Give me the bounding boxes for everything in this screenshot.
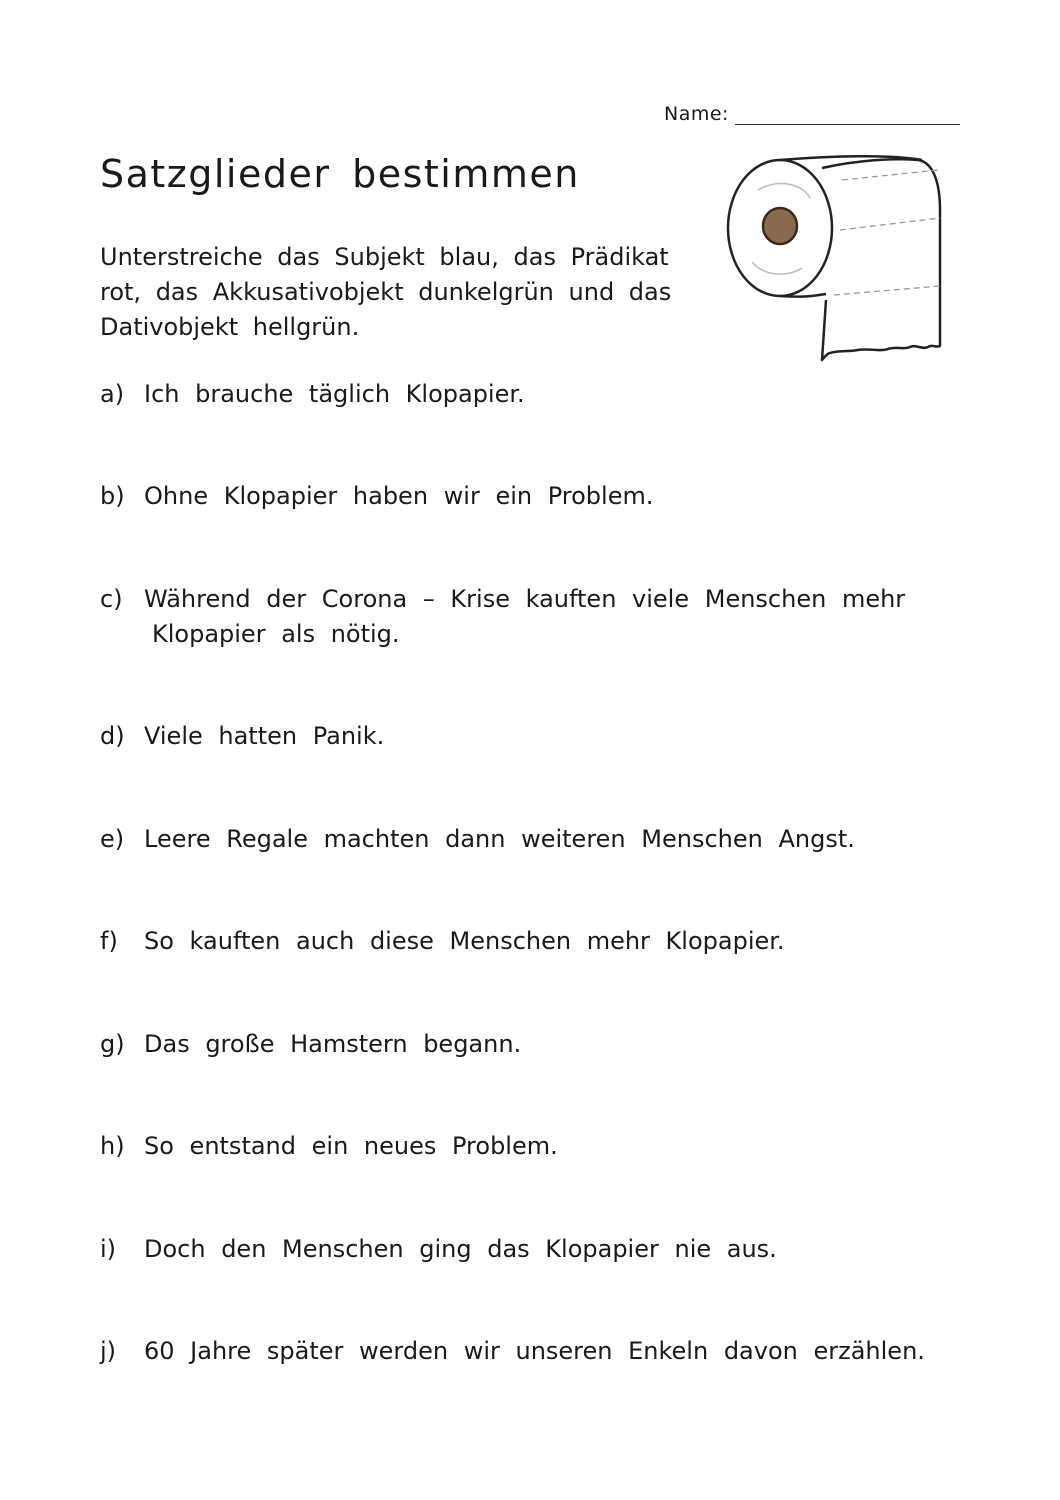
task-letter: h): [100, 1132, 125, 1160]
task-sentence: Das große Hamstern begann.: [144, 1030, 522, 1058]
task-letter: a): [100, 380, 125, 408]
task-item-i: [100, 1232, 980, 1267]
task-letter: g): [100, 1030, 125, 1058]
task-item-h: [100, 1129, 980, 1164]
task-sentence: Doch den Menschen ging das Klopapier nie aus.: [144, 1235, 777, 1263]
task-letter: c): [100, 585, 123, 613]
task-sentence-continuation: Klopapier als nötig.: [152, 620, 400, 648]
page-title: Satzglieder bestimmen: [100, 152, 580, 196]
toilet-paper-roll-icon: [718, 150, 958, 370]
task-item-a: [100, 377, 980, 412]
instruction-text: Unterstreiche das Subjekt blau, das Prädikat rot, das Akkusativobjekt dunkelgrün und das Dativobjekt hellgrün.: [100, 243, 672, 341]
task-sentence: So entstand ein neues Problem.: [144, 1132, 558, 1160]
task-item-g: [100, 1027, 980, 1062]
name-input-line[interactable]: [735, 104, 960, 125]
task-item-b: [100, 479, 980, 514]
task-letter: i): [100, 1235, 117, 1263]
task-sentence: Ich brauche täglich Klopapier.: [144, 380, 525, 408]
name-field-row: [664, 101, 960, 125]
task-item-e: [100, 822, 980, 857]
task-sentence: Während der Corona – Krise kauften viele Menschen mehr: [144, 585, 906, 613]
task-sentence: So kauften auch diese Menschen mehr Klopapier.: [144, 927, 785, 955]
task-sentence: 60 Jahre später werden wir unseren Enkeln davon erzählen.: [144, 1337, 925, 1365]
name-label: Name:: [664, 103, 729, 125]
task-item-d: [100, 719, 980, 754]
task-letter: d): [100, 722, 125, 750]
task-sentence: Viele hatten Panik.: [144, 722, 385, 750]
task-letter: j): [100, 1337, 117, 1365]
task-item-c: [100, 582, 980, 652]
task-letter: b): [100, 482, 125, 510]
task-sentence: Leere Regale machten dann weiteren Menschen Angst.: [144, 825, 855, 853]
task-letter: e): [100, 825, 125, 853]
task-item-f: [100, 924, 980, 959]
task-item-j: [100, 1334, 980, 1369]
task-letter: f): [100, 927, 118, 955]
task-sentence: Ohne Klopapier haben wir ein Problem.: [144, 482, 654, 510]
